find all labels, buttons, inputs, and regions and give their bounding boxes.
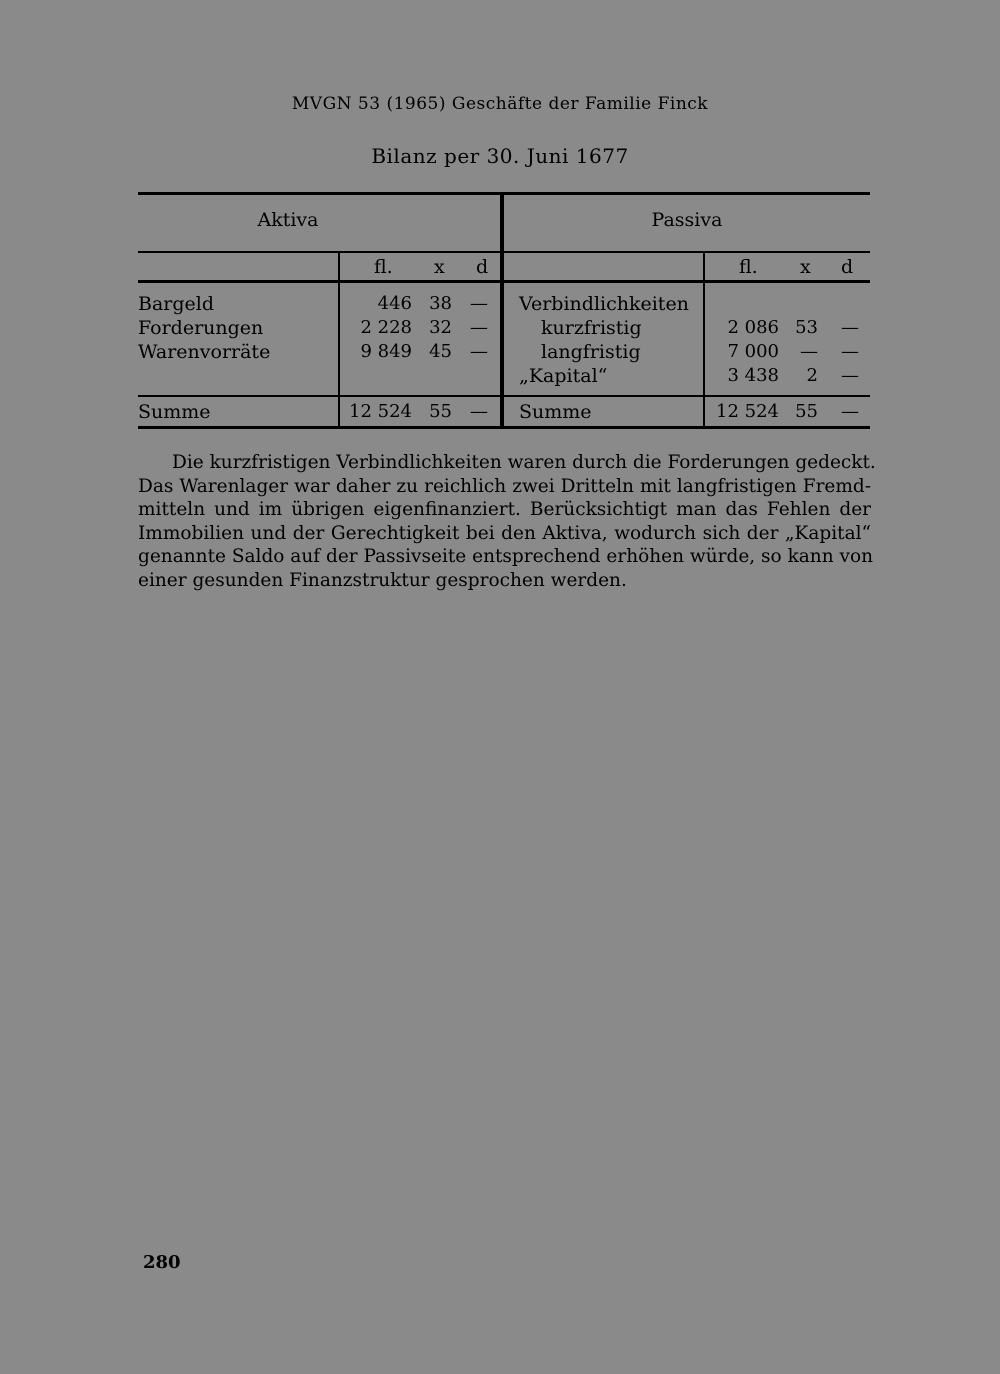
aktiva-row-fl: 446 bbox=[377, 293, 412, 314]
aktiva-row-x: 38 bbox=[429, 293, 452, 314]
aktiva-d-header: d bbox=[476, 256, 489, 278]
aktiva-sum-fl: 12 524 bbox=[349, 401, 412, 422]
header-rule bbox=[138, 251, 870, 253]
passiva-row-fl: 3 438 bbox=[727, 365, 779, 386]
paragraph-line: Die kurzfristigen Verbindlichkeiten waren durch die Forderungen gedeckt. bbox=[172, 452, 876, 473]
balance-sheet-table bbox=[138, 190, 870, 430]
passiva-sum-d: — bbox=[841, 401, 859, 422]
unit-header-rule bbox=[138, 280, 870, 283]
passiva-row-label: kurzfristig bbox=[541, 317, 642, 339]
aktiva-row-label: Warenvorräte bbox=[138, 341, 271, 363]
passiva-row-fl: 7 000 bbox=[727, 341, 779, 362]
running-head: MVGN 53 (1965) Geschäfte der Familie Finck bbox=[291, 94, 709, 114]
paragraph-line: Immobilien und der Gerechtigkeit bei den Aktiva, wodurch sich der „Kapital“ bbox=[138, 522, 871, 544]
paragraph-line: mitteln und im übrigen eigenfinanziert. Berücksichtigt man das Fehlen der bbox=[138, 499, 871, 520]
passiva-row-fl: 2 086 bbox=[727, 317, 779, 338]
aktiva-row-fl: 9 849 bbox=[360, 341, 412, 362]
passiva-sum-fl: 12 524 bbox=[716, 401, 779, 422]
aktiva-row-x: 32 bbox=[429, 317, 452, 338]
passiva-row-x: 53 bbox=[795, 317, 818, 338]
aktiva-sum-d: — bbox=[470, 401, 488, 422]
aktiva-row-fl: 2 228 bbox=[360, 317, 412, 338]
paragraph-line: genannte Saldo auf der Passivseite entsprechend erhöhen würde, so kann von bbox=[138, 546, 874, 567]
passiva-row-d: — bbox=[841, 341, 859, 362]
aktiva-row-d: — bbox=[470, 317, 488, 338]
passiva-row-x: 2 bbox=[806, 365, 818, 386]
paragraph-line: Das Warenlager war daher zu reichlich zwei Dritteln mit langfristigen Fremd- bbox=[138, 475, 871, 497]
body-paragraph bbox=[138, 451, 876, 592]
table-bottom-rule bbox=[138, 426, 870, 429]
aktiva-row-x: 45 bbox=[429, 341, 452, 362]
sum-top-rule bbox=[138, 395, 870, 397]
aktiva-sum-label: Summe bbox=[138, 401, 211, 423]
table-top-rule bbox=[138, 192, 870, 195]
aktiva-row-d: — bbox=[470, 341, 488, 362]
passiva-row-x: — bbox=[800, 341, 818, 362]
passiva-row-label: „Kapital“ bbox=[519, 365, 608, 387]
page-number: 280 bbox=[143, 1252, 181, 1273]
passiva-row-d: — bbox=[841, 365, 859, 386]
aktiva-row-d: — bbox=[470, 293, 488, 314]
passiva-x-header: x bbox=[800, 256, 811, 278]
passiva-d-header: d bbox=[841, 256, 854, 278]
aktiva-sum-x: 55 bbox=[429, 401, 452, 422]
page-title: Bilanz per 30. Juni 1677 bbox=[371, 144, 629, 168]
aktiva-header: Aktiva bbox=[257, 209, 319, 231]
passiva-fl-header: fl. bbox=[739, 256, 758, 278]
aktiva-x-header: x bbox=[434, 256, 445, 278]
aktiva-row-label: Forderungen bbox=[138, 317, 264, 339]
passiva-header: Passiva bbox=[651, 209, 723, 231]
aktiva-fl-header: fl. bbox=[374, 256, 393, 278]
passiva-row-d: — bbox=[841, 317, 859, 338]
passiva-sum-label: Summe bbox=[519, 401, 592, 423]
paragraph-line: einer gesunden Finanzstruktur gesprochen werden. bbox=[138, 569, 627, 591]
aktiva-row-label: Bargeld bbox=[138, 293, 215, 315]
passiva-row-label: Verbindlichkeiten bbox=[519, 293, 689, 315]
passiva-row-label: langfristig bbox=[541, 341, 641, 363]
passiva-sum-x: 55 bbox=[795, 401, 818, 422]
